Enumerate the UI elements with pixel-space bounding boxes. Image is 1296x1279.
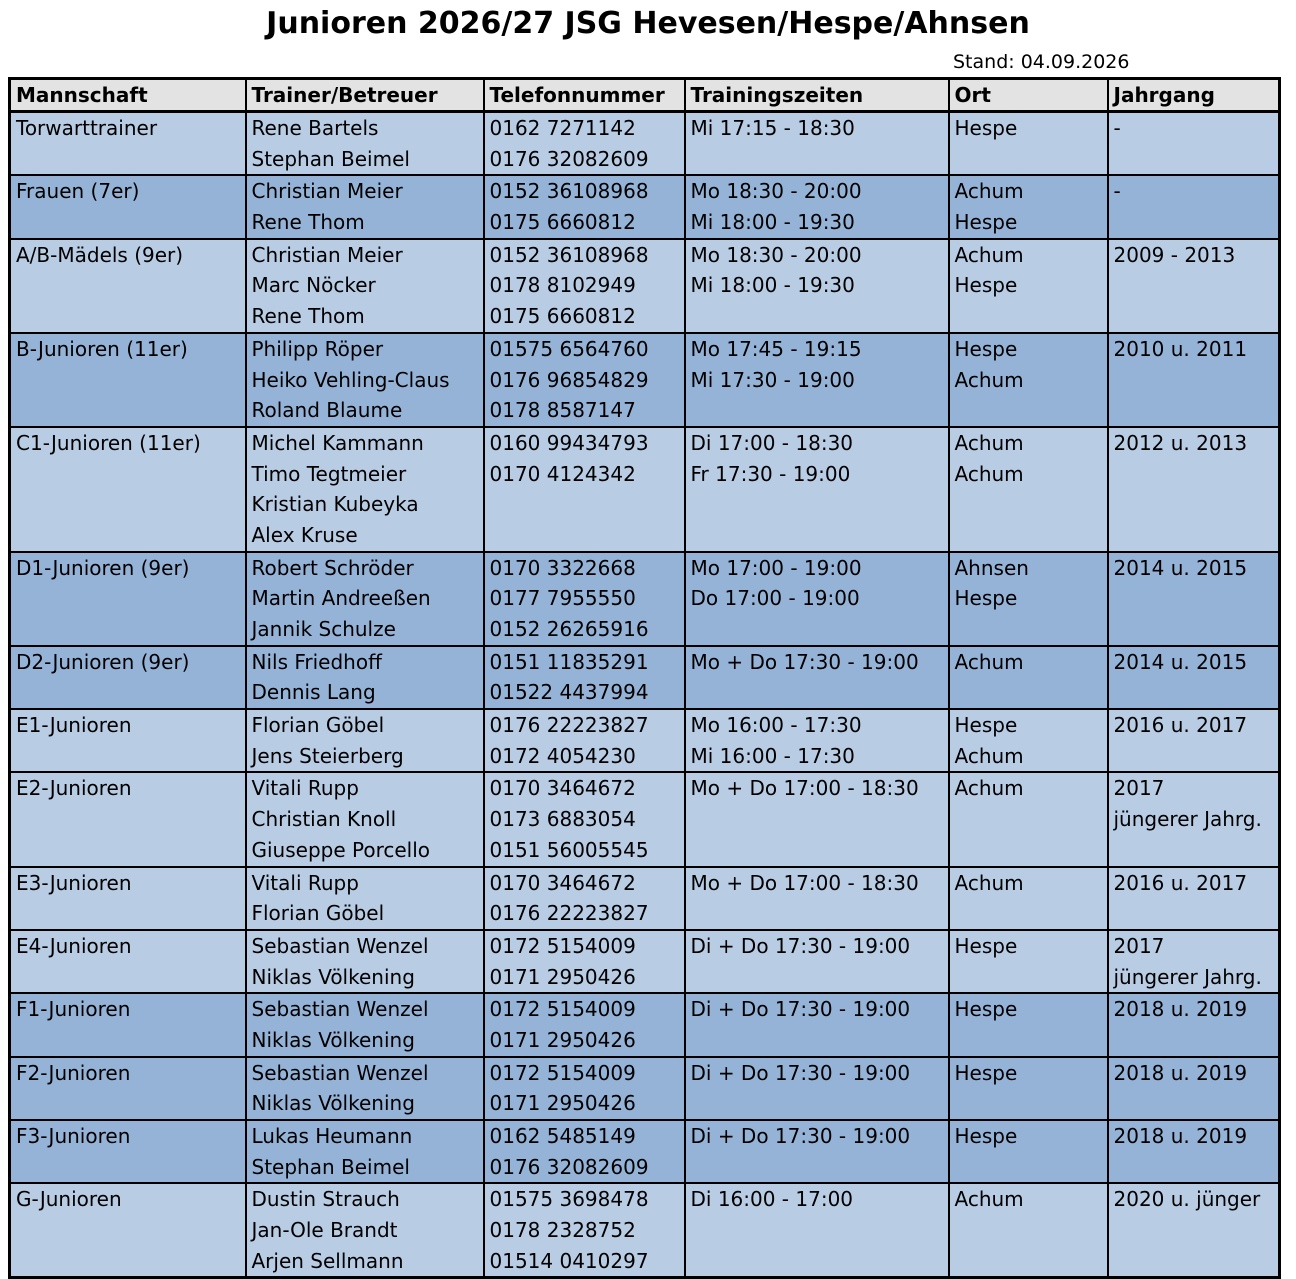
trainers-entry: Jannik Schulze bbox=[251, 617, 396, 641]
cell-times bbox=[685, 333, 949, 427]
cell-times bbox=[685, 552, 949, 646]
header-trainer: Trainer/Betreuer bbox=[246, 79, 484, 112]
phones-entry: 0176 22223827 bbox=[489, 901, 649, 926]
times-entry: Mi 16:00 - 17:30 bbox=[690, 743, 855, 768]
team-name: C1-Junioren (11er) bbox=[16, 430, 201, 455]
cell-times bbox=[685, 427, 949, 552]
phones-entry: 0175 6660812 bbox=[489, 210, 636, 235]
times-entry: Di 17:00 - 18:30 bbox=[690, 430, 854, 455]
times-entry: Mo + Do 17:30 - 19:00 bbox=[690, 649, 919, 674]
team-table bbox=[8, 77, 1281, 1279]
years-entry: 2016 u. 2017 bbox=[1113, 713, 1248, 738]
table-row bbox=[10, 930, 1280, 993]
years-entry: 2017 bbox=[1113, 776, 1165, 801]
places-entry: Hespe bbox=[954, 1060, 1018, 1085]
phones-entry: 0170 4124342 bbox=[489, 461, 636, 486]
trainers-entry: Marc Nöcker bbox=[251, 273, 376, 298]
trainers-entry: Heiko Vehling-Claus bbox=[251, 367, 450, 392]
places-entry: Hespe bbox=[954, 997, 1018, 1022]
times-entry: Mo + Do 17:00 - 18:30 bbox=[690, 776, 919, 801]
cell-trainers bbox=[246, 112, 484, 176]
trainers-entry: Kristian Kubeyka bbox=[251, 492, 419, 517]
cell-places bbox=[949, 993, 1108, 1056]
phones-entry: 0170 3322668 bbox=[489, 555, 636, 580]
cell-years bbox=[1108, 1057, 1280, 1120]
trainers-entry: Martin Andreeßen bbox=[251, 586, 431, 611]
trainers-entry: Rene Thom bbox=[251, 304, 365, 329]
phones-entry: 0177 7955550 bbox=[489, 586, 636, 611]
team-name: F3-Junioren bbox=[16, 1124, 131, 1148]
table-row bbox=[10, 709, 1280, 772]
phones-entry: 0172 5154009 bbox=[489, 933, 636, 958]
cell-trainers bbox=[246, 993, 484, 1056]
cell-phones bbox=[484, 333, 685, 427]
years-entry: jüngerer Jahrg. bbox=[1113, 807, 1262, 832]
places-entry: Hespe bbox=[954, 1124, 1018, 1148]
table-row bbox=[10, 112, 1280, 176]
cell-trainers bbox=[246, 772, 484, 866]
places-entry: Hespe bbox=[954, 273, 1018, 298]
places-entry: Ahnsen bbox=[954, 555, 1029, 580]
trainers-entry: Vitali Rupp bbox=[251, 776, 359, 801]
cell-times bbox=[685, 772, 949, 866]
phones-entry: 01575 3698478 bbox=[489, 1187, 649, 1212]
cell-years bbox=[1108, 772, 1280, 866]
trainers-entry: Dustin Strauch bbox=[251, 1187, 400, 1212]
places-entry: Hespe bbox=[954, 713, 1018, 738]
cell-years bbox=[1108, 175, 1280, 238]
times-entry: Mi 17:15 - 18:30 bbox=[690, 116, 855, 140]
cell-team bbox=[10, 333, 246, 427]
places-entry: Achum bbox=[954, 776, 1024, 801]
places-entry: Hespe bbox=[954, 586, 1018, 611]
phones-entry: 01575 6564760 bbox=[489, 336, 649, 361]
cell-places bbox=[949, 112, 1108, 176]
times-entry: Mi 17:30 - 19:00 bbox=[690, 367, 855, 392]
phones-entry: 0176 32082609 bbox=[489, 1154, 649, 1179]
cell-times bbox=[685, 1120, 949, 1183]
team-name: B-Junioren (11er) bbox=[16, 336, 188, 361]
cell-phones bbox=[484, 1120, 685, 1183]
cell-years bbox=[1108, 239, 1280, 333]
cell-phones bbox=[484, 993, 685, 1056]
cell-years bbox=[1108, 552, 1280, 646]
years-entry: 2017 bbox=[1113, 933, 1165, 958]
cell-phones bbox=[484, 867, 685, 930]
table-row bbox=[10, 867, 1280, 930]
cell-places bbox=[949, 867, 1108, 930]
table-row bbox=[10, 1120, 1280, 1183]
phones-entry: 0172 5154009 bbox=[489, 997, 636, 1022]
cell-years bbox=[1108, 427, 1280, 552]
cell-years bbox=[1108, 993, 1280, 1056]
cell-team bbox=[10, 112, 246, 176]
phones-entry: 0160 99434793 bbox=[489, 430, 649, 455]
cell-team bbox=[10, 427, 246, 552]
cell-times bbox=[685, 993, 949, 1056]
team-name: D1-Junioren (9er) bbox=[16, 555, 190, 580]
table-row bbox=[10, 175, 1280, 238]
cell-team bbox=[10, 646, 246, 709]
places-entry: Hespe bbox=[954, 210, 1018, 235]
years-entry: - bbox=[1113, 179, 1121, 204]
cell-places bbox=[949, 333, 1108, 427]
phones-entry: 0172 4054230 bbox=[489, 743, 636, 768]
trainers-entry: Stephan Beimel bbox=[251, 1154, 410, 1179]
cell-places bbox=[949, 1120, 1108, 1183]
team-name: D2-Junioren (9er) bbox=[16, 649, 190, 674]
phones-entry: 0175 6660812 bbox=[489, 304, 636, 329]
cell-team bbox=[10, 867, 246, 930]
cell-trainers bbox=[246, 1120, 484, 1183]
times-entry: Di 16:00 - 17:00 bbox=[690, 1187, 854, 1212]
phones-entry: 0170 3464672 bbox=[489, 870, 636, 895]
cell-team bbox=[10, 1120, 246, 1183]
times-entry: Di + Do 17:30 - 19:00 bbox=[690, 933, 911, 958]
places-entry: Hespe bbox=[954, 933, 1018, 958]
trainers-entry: Rene Bartels bbox=[251, 116, 379, 140]
trainers-entry: Sebastian Wenzel bbox=[251, 1060, 429, 1085]
cell-years bbox=[1108, 646, 1280, 709]
header-ort: Ort bbox=[949, 79, 1108, 112]
trainers-entry: Giuseppe Porcello bbox=[251, 837, 431, 862]
trainers-entry: Niklas Völkening bbox=[251, 1091, 415, 1116]
cell-trainers bbox=[246, 930, 484, 993]
table-row bbox=[10, 1183, 1280, 1278]
years-entry: 2014 u. 2015 bbox=[1113, 555, 1248, 580]
cell-places bbox=[949, 930, 1108, 993]
document-title: Junioren 2026/27 JSG Hevesen/Hespe/Ahnsen bbox=[266, 6, 1030, 41]
cell-team bbox=[10, 993, 246, 1056]
years-entry: - bbox=[1113, 116, 1121, 140]
cell-team bbox=[10, 1183, 246, 1278]
times-entry: Mo 18:30 - 20:00 bbox=[690, 242, 862, 267]
times-entry: Mo 17:00 - 19:00 bbox=[690, 555, 862, 580]
team-name: E4-Junioren bbox=[16, 933, 132, 958]
phones-entry: 0152 36108968 bbox=[489, 179, 649, 204]
cell-trainers bbox=[246, 646, 484, 709]
cell-phones bbox=[484, 772, 685, 866]
cell-times bbox=[685, 646, 949, 709]
table-row bbox=[10, 993, 1280, 1056]
phones-entry: 0152 36108968 bbox=[489, 242, 649, 267]
cell-trainers bbox=[246, 1183, 484, 1278]
cell-trainers bbox=[246, 239, 484, 333]
cell-years bbox=[1108, 333, 1280, 427]
trainers-entry: Christian Meier bbox=[251, 179, 403, 204]
places-entry: Achum bbox=[954, 179, 1024, 204]
cell-trainers bbox=[246, 552, 484, 646]
phones-entry: 0171 2950426 bbox=[489, 1091, 636, 1116]
cell-times bbox=[685, 1183, 949, 1278]
phones-entry: 0178 8587147 bbox=[489, 398, 636, 423]
places-entry: Achum bbox=[954, 649, 1024, 674]
team-name: F1-Junioren bbox=[16, 997, 131, 1022]
phones-entry: 0151 56005545 bbox=[489, 837, 649, 862]
table-row bbox=[10, 333, 1280, 427]
trainers-entry: Vitali Rupp bbox=[251, 870, 359, 895]
header-telefon: Telefonnummer bbox=[484, 79, 685, 112]
years-entry: 2009 - 2013 bbox=[1113, 242, 1236, 267]
team-name: F2-Junioren bbox=[16, 1060, 131, 1085]
cell-times bbox=[685, 1057, 949, 1120]
trainers-entry: Florian Göbel bbox=[251, 713, 385, 738]
cell-years bbox=[1108, 112, 1280, 176]
table-row bbox=[10, 772, 1280, 866]
cell-trainers bbox=[246, 709, 484, 772]
times-entry: Mo 17:45 - 19:15 bbox=[690, 336, 862, 361]
cell-team bbox=[10, 175, 246, 238]
phones-entry: 0162 7271142 bbox=[489, 116, 636, 140]
cell-trainers bbox=[246, 333, 484, 427]
cell-team bbox=[10, 709, 246, 772]
header-trainingszeiten: Trainingszeiten bbox=[685, 79, 949, 112]
trainers-entry: Dennis Lang bbox=[251, 680, 376, 705]
cell-years bbox=[1108, 1120, 1280, 1183]
team-name: E3-Junioren bbox=[16, 870, 132, 895]
phones-entry: 0178 8102949 bbox=[489, 273, 636, 298]
cell-team bbox=[10, 239, 246, 333]
cell-phones bbox=[484, 709, 685, 772]
times-entry: Mo 18:30 - 20:00 bbox=[690, 179, 862, 204]
years-entry: 2018 u. 2019 bbox=[1113, 1060, 1248, 1085]
trainers-entry: Niklas Völkening bbox=[251, 964, 415, 989]
phones-entry: 0152 26265916 bbox=[489, 617, 649, 641]
cell-places bbox=[949, 175, 1108, 238]
times-entry: Di + Do 17:30 - 19:00 bbox=[690, 997, 911, 1022]
trainers-entry: Jan-Ole Brandt bbox=[251, 1218, 398, 1243]
trainers-entry: Nils Friedhoff bbox=[251, 649, 382, 674]
trainers-entry: Christian Knoll bbox=[251, 807, 397, 832]
phones-entry: 0171 2950426 bbox=[489, 1027, 636, 1052]
cell-trainers bbox=[246, 175, 484, 238]
cell-places bbox=[949, 709, 1108, 772]
table-body bbox=[10, 112, 1280, 1278]
years-entry: 2012 u. 2013 bbox=[1113, 430, 1248, 455]
cell-phones bbox=[484, 1183, 685, 1278]
cell-years bbox=[1108, 1183, 1280, 1278]
places-entry: Hespe bbox=[954, 116, 1018, 140]
phones-entry: 01514 0410297 bbox=[489, 1248, 649, 1273]
phones-entry: 0170 3464672 bbox=[489, 776, 636, 801]
table-row bbox=[10, 427, 1280, 552]
cell-places bbox=[949, 646, 1108, 709]
phones-entry: 01522 4437994 bbox=[489, 680, 649, 705]
cell-places bbox=[949, 239, 1108, 333]
trainers-entry: Arjen Sellmann bbox=[251, 1248, 404, 1273]
years-entry: 2010 u. 2011 bbox=[1113, 336, 1248, 361]
cell-times bbox=[685, 112, 949, 176]
phones-entry: 0173 6883054 bbox=[489, 807, 636, 832]
cell-phones bbox=[484, 930, 685, 993]
times-entry: Do 17:00 - 19:00 bbox=[690, 586, 860, 611]
trainers-entry: Sebastian Wenzel bbox=[251, 997, 429, 1022]
phones-entry: 0176 96854829 bbox=[489, 367, 649, 392]
years-entry: jüngerer Jahrg. bbox=[1113, 964, 1262, 989]
cell-times bbox=[685, 867, 949, 930]
cell-team bbox=[10, 1057, 246, 1120]
table-row bbox=[10, 552, 1280, 646]
trainers-entry: Philipp Röper bbox=[251, 336, 384, 361]
cell-phones bbox=[484, 427, 685, 552]
trainers-entry: Michel Kammann bbox=[251, 430, 424, 455]
years-entry: 2018 u. 2019 bbox=[1113, 997, 1248, 1022]
cell-phones bbox=[484, 175, 685, 238]
trainers-entry: Niklas Völkening bbox=[251, 1027, 415, 1052]
times-entry: Fr 17:30 - 19:00 bbox=[690, 461, 851, 486]
cell-places bbox=[949, 552, 1108, 646]
cell-trainers bbox=[246, 427, 484, 552]
phones-entry: 0176 32082609 bbox=[489, 146, 649, 171]
cell-places bbox=[949, 1183, 1108, 1278]
trainers-entry: Jens Steierberg bbox=[251, 743, 404, 768]
phones-entry: 0162 5485149 bbox=[489, 1124, 636, 1148]
team-name: G-Junioren bbox=[16, 1187, 122, 1212]
cell-trainers bbox=[246, 867, 484, 930]
cell-team bbox=[10, 930, 246, 993]
table-row bbox=[10, 646, 1280, 709]
trainers-entry: Timo Tegtmeier bbox=[251, 461, 407, 486]
table-header bbox=[10, 79, 1280, 112]
phones-entry: 0178 2328752 bbox=[489, 1218, 636, 1243]
phones-entry: 0151 11835291 bbox=[489, 649, 649, 674]
times-entry: Di + Do 17:30 - 19:00 bbox=[690, 1060, 911, 1085]
times-entry: Mo + Do 17:00 - 18:30 bbox=[690, 870, 919, 895]
phones-entry: 0176 22223827 bbox=[489, 713, 649, 738]
cell-phones bbox=[484, 239, 685, 333]
team-name: A/B-Mädels (9er) bbox=[16, 242, 184, 267]
cell-years bbox=[1108, 930, 1280, 993]
team-name: E2-Junioren bbox=[16, 776, 132, 801]
years-entry: 2020 u. jünger bbox=[1113, 1187, 1261, 1212]
years-entry: 2014 u. 2015 bbox=[1113, 649, 1248, 674]
cell-times bbox=[685, 239, 949, 333]
cell-team bbox=[10, 552, 246, 646]
times-entry: Mo 16:00 - 17:30 bbox=[690, 713, 862, 738]
trainers-entry: Christian Meier bbox=[251, 242, 403, 267]
times-entry: Mi 18:00 - 19:30 bbox=[690, 210, 855, 235]
cell-years bbox=[1108, 709, 1280, 772]
team-name: Frauen (7er) bbox=[16, 179, 140, 204]
cell-times bbox=[685, 930, 949, 993]
phones-entry: 0171 2950426 bbox=[489, 964, 636, 989]
trainers-entry: Robert Schröder bbox=[251, 555, 414, 580]
places-entry: Achum bbox=[954, 870, 1024, 895]
table-row bbox=[10, 1057, 1280, 1120]
places-entry: Hespe bbox=[954, 336, 1018, 361]
cell-phones bbox=[484, 552, 685, 646]
places-entry: Achum bbox=[954, 430, 1024, 455]
cell-places bbox=[949, 1057, 1108, 1120]
cell-times bbox=[685, 175, 949, 238]
table-row bbox=[10, 239, 1280, 333]
cell-phones bbox=[484, 646, 685, 709]
status-date: Stand: 04.09.2026 bbox=[953, 51, 1130, 73]
places-entry: Achum bbox=[954, 242, 1024, 267]
team-name: E1-Junioren bbox=[16, 713, 132, 738]
header-jahrgang: Jahrgang bbox=[1108, 79, 1280, 112]
trainers-entry: Florian Göbel bbox=[251, 901, 385, 926]
times-entry: Mi 18:00 - 19:30 bbox=[690, 273, 855, 298]
trainers-entry: Rene Thom bbox=[251, 210, 365, 235]
team-name: Torwarttrainer bbox=[16, 116, 158, 140]
cell-years bbox=[1108, 867, 1280, 930]
places-entry: Achum bbox=[954, 367, 1024, 392]
years-entry: 2018 u. 2019 bbox=[1113, 1124, 1248, 1148]
cell-phones bbox=[484, 1057, 685, 1120]
trainers-entry: Lukas Heumann bbox=[251, 1124, 413, 1148]
header-mannschaft: Mannschaft bbox=[10, 79, 246, 112]
phones-entry: 0172 5154009 bbox=[489, 1060, 636, 1085]
cell-trainers bbox=[246, 1057, 484, 1120]
cell-places bbox=[949, 772, 1108, 866]
cell-places bbox=[949, 427, 1108, 552]
cell-phones bbox=[484, 112, 685, 176]
places-entry: Achum bbox=[954, 1187, 1024, 1212]
trainers-entry: Alex Kruse bbox=[251, 522, 358, 547]
trainers-entry: Stephan Beimel bbox=[251, 146, 410, 171]
trainers-entry: Roland Blaume bbox=[251, 398, 403, 423]
places-entry: Achum bbox=[954, 461, 1024, 486]
cell-times bbox=[685, 709, 949, 772]
cell-team bbox=[10, 772, 246, 866]
years-entry: 2016 u. 2017 bbox=[1113, 870, 1248, 895]
times-entry: Di + Do 17:30 - 19:00 bbox=[690, 1124, 911, 1148]
trainers-entry: Sebastian Wenzel bbox=[251, 933, 429, 958]
places-entry: Achum bbox=[954, 743, 1024, 768]
